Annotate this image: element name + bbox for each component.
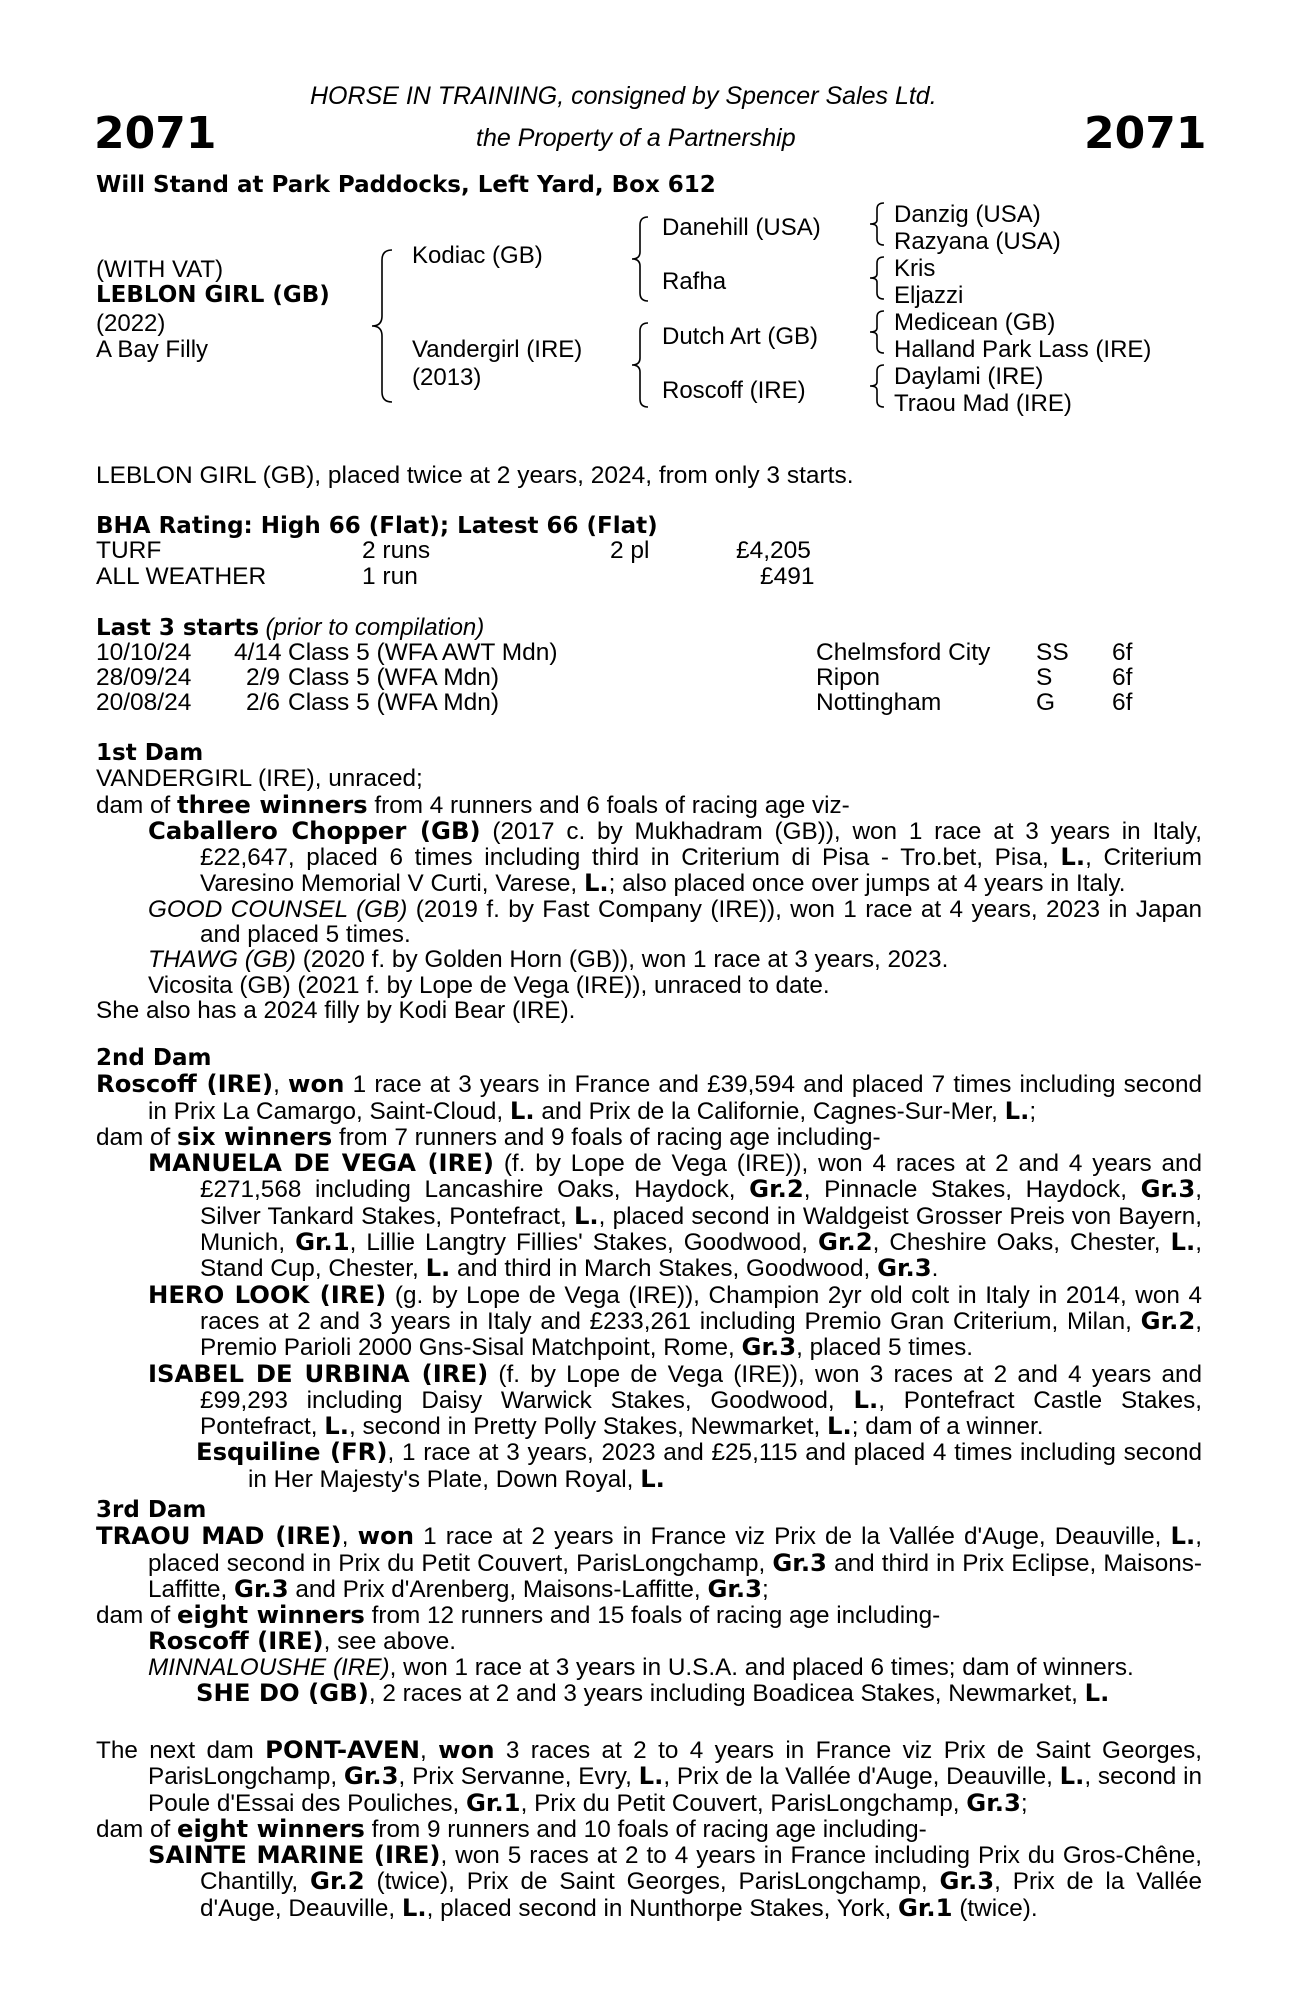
vat-note: (WITH VAT) <box>96 256 224 283</box>
consignor-line: HORSE IN TRAINING, consigned by Spencer Sales Ltd. <box>310 82 937 110</box>
second-dam-section <box>96 1046 1202 1492</box>
runs: 1 run <box>362 563 418 590</box>
start-distance: 6f <box>1112 689 1133 716</box>
prize: £4,205 <box>736 537 811 564</box>
first-dam-section <box>96 741 1202 1023</box>
start-race: Class 5 (WFA AWT Mdn) <box>288 639 558 666</box>
first-dam-produce: dam of three winners from 4 runners and 6 foals of racing age viz- <box>96 789 850 819</box>
dam-year: (2013) <box>412 364 482 391</box>
runs: 2 runs <box>362 537 431 564</box>
sire-dam: Rafha <box>662 268 727 295</box>
stand-location: Will Stand at Park Paddocks, Left Yard, Box 612 <box>96 172 716 198</box>
start-position: 2/9 <box>246 664 281 691</box>
starts-title: Last 3 starts <box>96 615 260 641</box>
sire-sire: Danehill (USA) <box>662 214 821 241</box>
first-dam-heading: 1st Dam <box>96 740 204 766</box>
first-dam-line: VANDERGIRL (IRE), unraced; <box>96 765 423 793</box>
brace-dam <box>628 320 652 410</box>
brace-g12 <box>866 200 888 248</box>
start-course: Chelmsford City <box>816 639 991 666</box>
brace-sire <box>628 214 652 304</box>
ancestor-4: Eljazzi <box>894 282 964 309</box>
third-dam-section <box>96 1498 1202 1706</box>
produce-note: She also has a 2024 filly by Kodi Bear (IRE). <box>96 996 576 1024</box>
dam-name: Vandergirl (IRE) <box>412 336 583 363</box>
ancestor-5: Medicean (GB) <box>894 309 1056 336</box>
brace-g34 <box>866 254 888 302</box>
foaling-year: (2022) <box>96 310 166 337</box>
start-going: S <box>1036 664 1053 691</box>
property-line: the Property of a Partnership <box>476 124 796 152</box>
placed: 2 pl <box>610 537 650 564</box>
third-dam-record: TRAOU MAD (IRE), won 1 race at 2 years in France viz Prix de la Vallée d'Auge, Deauville, L., placed second in Prix du Petit Couvert, ParisLongchamp, Gr.3 and third in Prix Eclipse, Maisons-Laffitte, Gr.3 and Prix d'Arenberg, Maisons-Laffitte, Gr.3; <box>96 1521 1202 1603</box>
sire-name: Kodiac (GB) <box>412 242 543 269</box>
brace-subject <box>368 246 398 406</box>
horse-name: LEBLON GIRL (GB) <box>96 282 330 308</box>
lot-number-left: 2071 <box>94 108 217 159</box>
start-going: SS <box>1036 639 1069 666</box>
produce-entry: ISABEL DE URBINA (IRE) (f. by Lope de Vega (IRE)), won 3 races at 2 and 4 years and £99,293 including Daisy Warwick Stakes, Goodwood, L., Pontefract Castle Stakes, Pontefract, L., second in Pretty Polly Stakes, Newmarket, L.; dam of a winner. <box>148 1358 1203 1441</box>
ancestor-7: Daylami (IRE) <box>894 363 1044 390</box>
start-course: Nottingham <box>816 689 942 716</box>
produce-entry: SAINTE MARINE (IRE), won 5 races at 2 to 4 years in France including Prix du Gros-Chêne, Chantilly, Gr.2 (twice), Prix de Saint Georges, ParisLongchamp, Gr.3, Prix de la Vallée d'Auge, Deauville, L., placed second in Nunthorpe Stakes, York, Gr.1 (twice). <box>148 1840 1202 1922</box>
ancestor-8: Traou Mad (IRE) <box>894 390 1072 417</box>
start-date: 20/08/24 <box>96 689 192 716</box>
start-going: G <box>1036 689 1056 716</box>
produce-entry: GOOD COUNSEL (GB) (2019 f. by Fast Company (IRE)), won 1 race at 4 years, 2023 in Japan and placed 5 times. <box>148 895 1202 949</box>
third-dam-produce: dam of eight winners from 12 runners and 15 foals of racing age including- <box>96 1600 941 1630</box>
third-dam-heading: 3rd Dam <box>96 1497 207 1523</box>
produce-entry: MINNALOUSHE (IRE), won 1 race at 3 years in U.S.A. and placed 6 times; dam of winners. <box>148 1653 1134 1681</box>
start-course: Ripon <box>816 664 881 691</box>
ancestor-2: Razyana (USA) <box>894 228 1061 255</box>
starts-note: (prior to compilation) <box>265 614 485 641</box>
ancestor-3: Kris <box>894 255 936 282</box>
start-position: 2/6 <box>246 689 281 716</box>
produce-entry: MANUELA DE VEGA (IRE) (f. by Lope de Vega (IRE)), won 4 races at 2 and 4 years and £271,568 including Lancashire Oaks, Haydock, Gr.2, Pinnacle Stakes, Haydock, Gr.3, Silver Tankard Stakes, Pontefract, L., placed second in Waldgeist Grosser Preis von Bayern, Munich, Gr.1, Lillie Langtry Fillies' Stakes, Goodwood, Gr.2, Cheshire Oaks, Chester, L., Stand Cup, Chester, L. and third in March Stakes, Goodwood, Gr.3. <box>148 1148 1202 1283</box>
prize: £491 <box>760 563 815 590</box>
next-dam-section <box>96 1737 1202 1921</box>
produce-entry: Roscoff (IRE), see above. <box>148 1626 457 1656</box>
start-position: 4/14 <box>234 639 282 666</box>
next-dam-record: The next dam PONT-AVEN, won 3 races at 2 to 4 years in France viz Prix de Saint Georges, ParisLongchamp, Gr.3, Prix Servanne, Evry, L., Prix de la Vallée d'Auge, Deauville, L., second in Poule d'Essai des Pouliches, Gr.1, Prix du Petit Couvert, ParisLongchamp, Gr.3; <box>96 1735 1203 1817</box>
ancestor-1: Danzig (USA) <box>894 201 1041 228</box>
start-distance: 6f <box>1112 639 1133 666</box>
start-race: Class 5 (WFA Mdn) <box>288 689 500 716</box>
brace-g78 <box>866 362 888 410</box>
produce-entry: THAWG (GB) (2020 f. by Golden Horn (GB)), won 1 race at 3 years, 2023. <box>148 946 949 974</box>
start-distance: 6f <box>1112 664 1133 691</box>
second-dam-produce: dam of six winners from 7 runners and 9 foals of racing age including- <box>96 1121 881 1151</box>
start-race: Class 5 (WFA Mdn) <box>288 664 500 691</box>
produce-entry: SHE DO (GB), 2 races at 2 and 3 years including Boadicea Stakes, Newmarket, L. <box>196 1678 1110 1708</box>
race-summary: LEBLON GIRL (GB), placed twice at 2 years, 2024, from only 3 starts. <box>96 462 854 489</box>
bha-rating: BHA Rating: High 66 (Flat); Latest 66 (Flat) <box>96 513 658 539</box>
ancestor-6: Halland Park Lass (IRE) <box>894 336 1152 363</box>
second-dam-heading: 2nd Dam <box>96 1045 212 1071</box>
lot-number-right: 2071 <box>1084 108 1207 159</box>
brace-g56 <box>866 308 888 356</box>
produce-entry: Esquiline (FR), 1 race at 3 years, 2023 and £25,115 and placed 4 times including second in Her Majesty's Plate, Down Royal, L. <box>196 1437 1202 1493</box>
dam-sire: Dutch Art (GB) <box>662 323 819 350</box>
second-dam-record: Roscoff (IRE), won 1 race at 3 years in France and £39,594 and placed 7 times including second in Prix La Camargo, Saint-Cloud, L. and Prix de la Californie, Cagnes-Sur-Mer, L.; <box>96 1069 1202 1125</box>
produce-entry: Vicosita (GB) (2021 f. by Lope de Vega (IRE)), unraced to date. <box>148 971 830 999</box>
start-date: 28/09/24 <box>96 664 192 691</box>
produce-entry: HERO LOOK (IRE) (g. by Lope de Vega (IRE)), Champion 2yr old colt in Italy in 2014, won 4 races at 2 and 3 years in Italy and £233,261 including Premio Gran Criterium, Milan, Gr.2, Premio Parioli 2000 Gns-Sisal Matchpoint, Rome, Gr.3, placed 5 times. <box>148 1279 1203 1362</box>
starts-heading <box>96 614 484 642</box>
surface: ALL WEATHER <box>96 563 267 590</box>
start-date: 10/10/24 <box>96 639 192 666</box>
surface: TURF <box>96 537 162 564</box>
produce-entry: Caballero Chopper (GB) (2017 c. by Mukhadram (GB)), won 1 race at 3 years in Italy, £22,647, placed 6 times including third in Criterium di Pisa - Tro.bet, Pisa, L., Criterium Varesino Memorial V Curti, Varese, L.; also placed once over jumps at 4 years in Italy. <box>148 815 1202 898</box>
dam-dam: Roscoff (IRE) <box>662 377 806 404</box>
horse-description: A Bay Filly <box>96 336 209 363</box>
next-dam-produce: dam of eight winners from 9 runners and 10 foals of racing age including- <box>96 1813 927 1843</box>
